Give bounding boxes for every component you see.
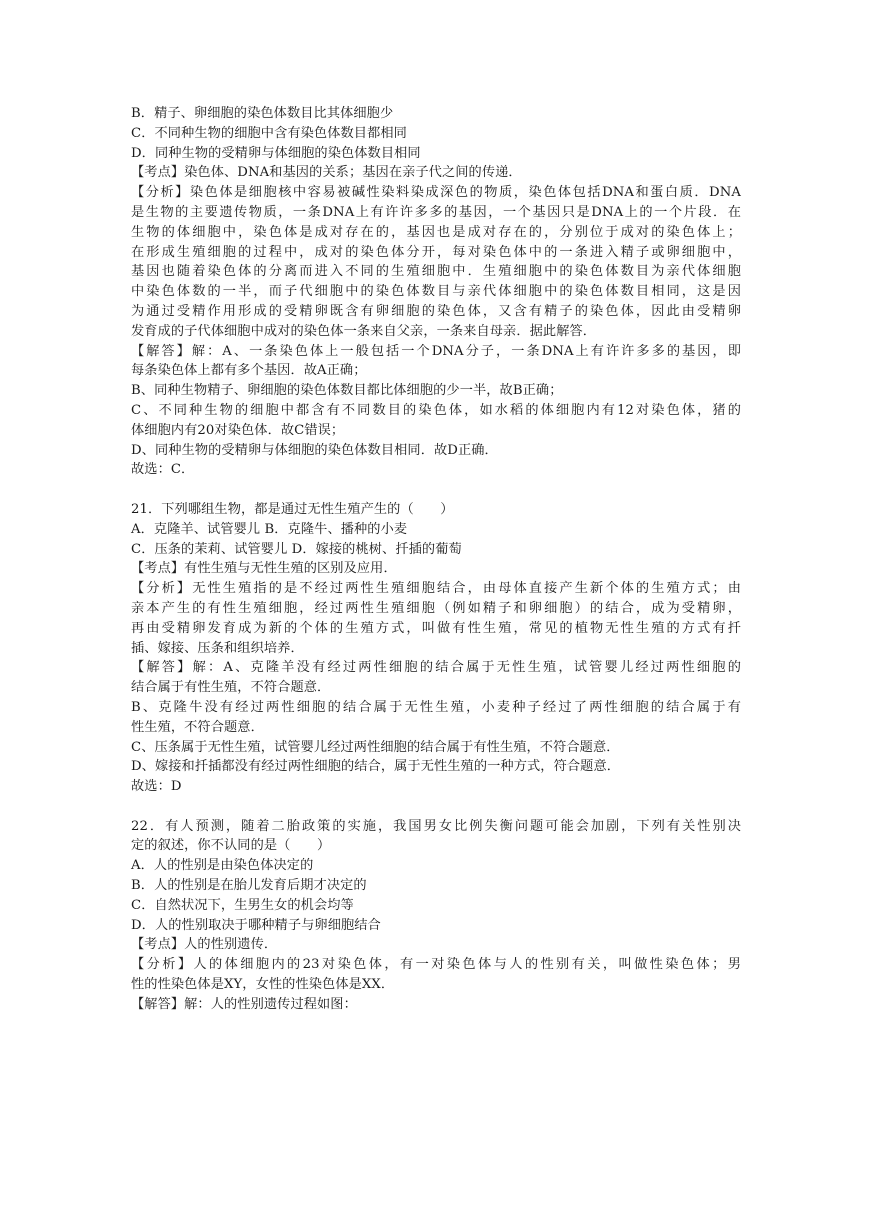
fenxi-line: 再由受精卵发育成为新的个体的生殖方式，叫做有性生殖，常见的植物无性生殖的方式有扦 — [131, 620, 741, 636]
fenxi-line: 性的性染色体是XY，女性的性染色体是XX． — [131, 977, 395, 993]
jieda-line: 性生殖，不符合题意． — [131, 719, 264, 735]
jieda-line: 每条染色体上都有多个基因．故A正确； — [131, 363, 367, 379]
fenxi-line: 在形成生殖细胞的过程中，成对的染色体分开，每对染色体中的一条进入精子或卵细胞中， — [131, 244, 741, 260]
question-stem: 21．下列哪组生物，都是通过无性生殖产生的（ ） — [131, 501, 454, 517]
fenxi-line: 中染色体数的一半，而子代细胞中的染色体数目与亲代体细胞中的染色体数目相同，这是因 — [131, 284, 741, 300]
question-20-continuation — [131, 104, 741, 480]
jieda-line: 体细胞内有20对染色体．故C错误； — [131, 422, 345, 438]
question-stem: 22．有人预测，随着二胎政策的实施，我国男女比例失衡问题可能会加剧，下列有关性别决 — [131, 818, 741, 834]
question-21 — [131, 500, 741, 797]
fenxi-line: 基因也随着染色体的分离而进入不同的生殖细胞中．生殖细胞中的染色体数目为亲代体细胞 — [131, 264, 741, 280]
option-c: C．不同种生物的细胞中含有染色体数目都相同 — [131, 125, 407, 141]
question-22 — [131, 817, 741, 1015]
fenxi-line: 是生物的主要遗传物质，一条DNA上有许许多多的基因，一个基因只是DNA上的一个片段．在 — [131, 204, 741, 220]
fenxi-line: 【分析】无性生殖指的是不经过两性生殖细胞结合，由母体直接产生新个体的生殖方式；由 — [131, 581, 741, 597]
fenxi-line: 亲本产生的有性生殖细胞，经过两性生殖细胞（例如精子和卵细胞）的结合，成为受精卵， — [131, 600, 741, 616]
spacer — [131, 797, 741, 817]
answer-line: 故选：D — [131, 779, 182, 795]
kaodian-line: 【考点】人的性别遗传． — [131, 937, 278, 953]
jieda-line: 【解答】解：A、一条染色体上一般包括一个DNA分子，一条DNA上有许许多多的基因，即 — [131, 343, 741, 359]
answer-line: 故选：C． — [131, 462, 195, 478]
jieda-line: C、不同种生物的细胞中都含有不同数目的染色体，如水稻的体细胞内有12对染色体，猪的 — [131, 402, 741, 418]
jieda-line: C、压条属于无性生殖，试管婴儿经过两性细胞的结合属于有性生殖，不符合题意． — [131, 739, 620, 755]
fenxi-line: 【分析】人的体细胞内的23对染色体，有一对染色体与人的性别有关，叫做性染色体；男 — [131, 957, 741, 973]
fenxi-line: 发育成的子代体细胞中成对的染色体一条来自父亲，一条来自母亲．据此解答． — [131, 323, 597, 339]
fenxi-line: 【分析】染色体是细胞核中容易被碱性染料染成深色的物质，染色体包括DNA和蛋白质．DNA — [131, 185, 741, 201]
options-ab: A．克隆羊、试管婴儿 B．克隆牛、播种的小麦 — [131, 521, 408, 537]
option-b: B．精子、卵细胞的染色体数目比其体细胞少 — [131, 106, 394, 121]
option-b: B．人的性别是在胎儿发育后期才决定的 — [131, 878, 367, 894]
options-cd: C．压条的茉莉、试管婴儿 D．嫁接的桃树、扦插的葡萄 — [131, 541, 462, 557]
document-page — [131, 104, 741, 1015]
option-d: D．同种生物的受精卵与体细胞的染色体数目相同 — [131, 145, 421, 161]
jieda-line: B、同种生物精子、卵细胞的染色体数目都比体细胞的少一半，故B正确； — [131, 383, 563, 399]
question-stem: 定的叙述，你不认同的是（ ） — [131, 838, 331, 854]
jieda-line: 结合属于有性生殖，不符合题意． — [131, 680, 331, 696]
option-d: D．人的性别取决于哪种精子与卵细胞结合 — [131, 917, 381, 933]
jieda-line: B、克隆牛没有经过两性细胞的结合属于无性生殖，小麦种子经过了两性细胞的结合属于有 — [131, 699, 741, 715]
option-a: A．人的性别是由染色体决定的 — [131, 858, 314, 874]
jieda-line: 【解答】解：人的性别遗传过程如图： — [131, 996, 357, 1012]
spacer — [131, 480, 741, 500]
option-c: C．自然状况下，生男生女的机会均等 — [131, 897, 354, 913]
jieda-line: 【解答】解：A、克隆羊没有经过两性细胞的结合属于无性生殖，试管婴儿经过两性细胞的 — [131, 660, 741, 676]
fenxi-line: 为通过受精作用形成的受精卵既含有卵细胞的染色体，又含有精子的染色体，因此由受精卵 — [131, 303, 741, 319]
jieda-line: D、同种生物的受精卵与体细胞的染色体数目相同．故D正确． — [131, 442, 498, 458]
fenxi-line: 生物的体细胞中，染色体是成对存在的，基因也是成对存在的，分别位于成对的染色体上； — [131, 224, 741, 240]
kaodian-line: 【考点】染色体、DNA和基因的关系；基因在亲子代之间的传递． — [131, 165, 522, 181]
fenxi-line: 插、嫁接、压条和组织培养． — [131, 640, 304, 656]
kaodian-line: 【考点】有性生殖与无性生殖的区别及应用． — [131, 561, 397, 577]
jieda-line: D、嫁接和扦插都没有经过两性细胞的结合，属于无性生殖的一种方式，符合题意． — [131, 759, 621, 775]
